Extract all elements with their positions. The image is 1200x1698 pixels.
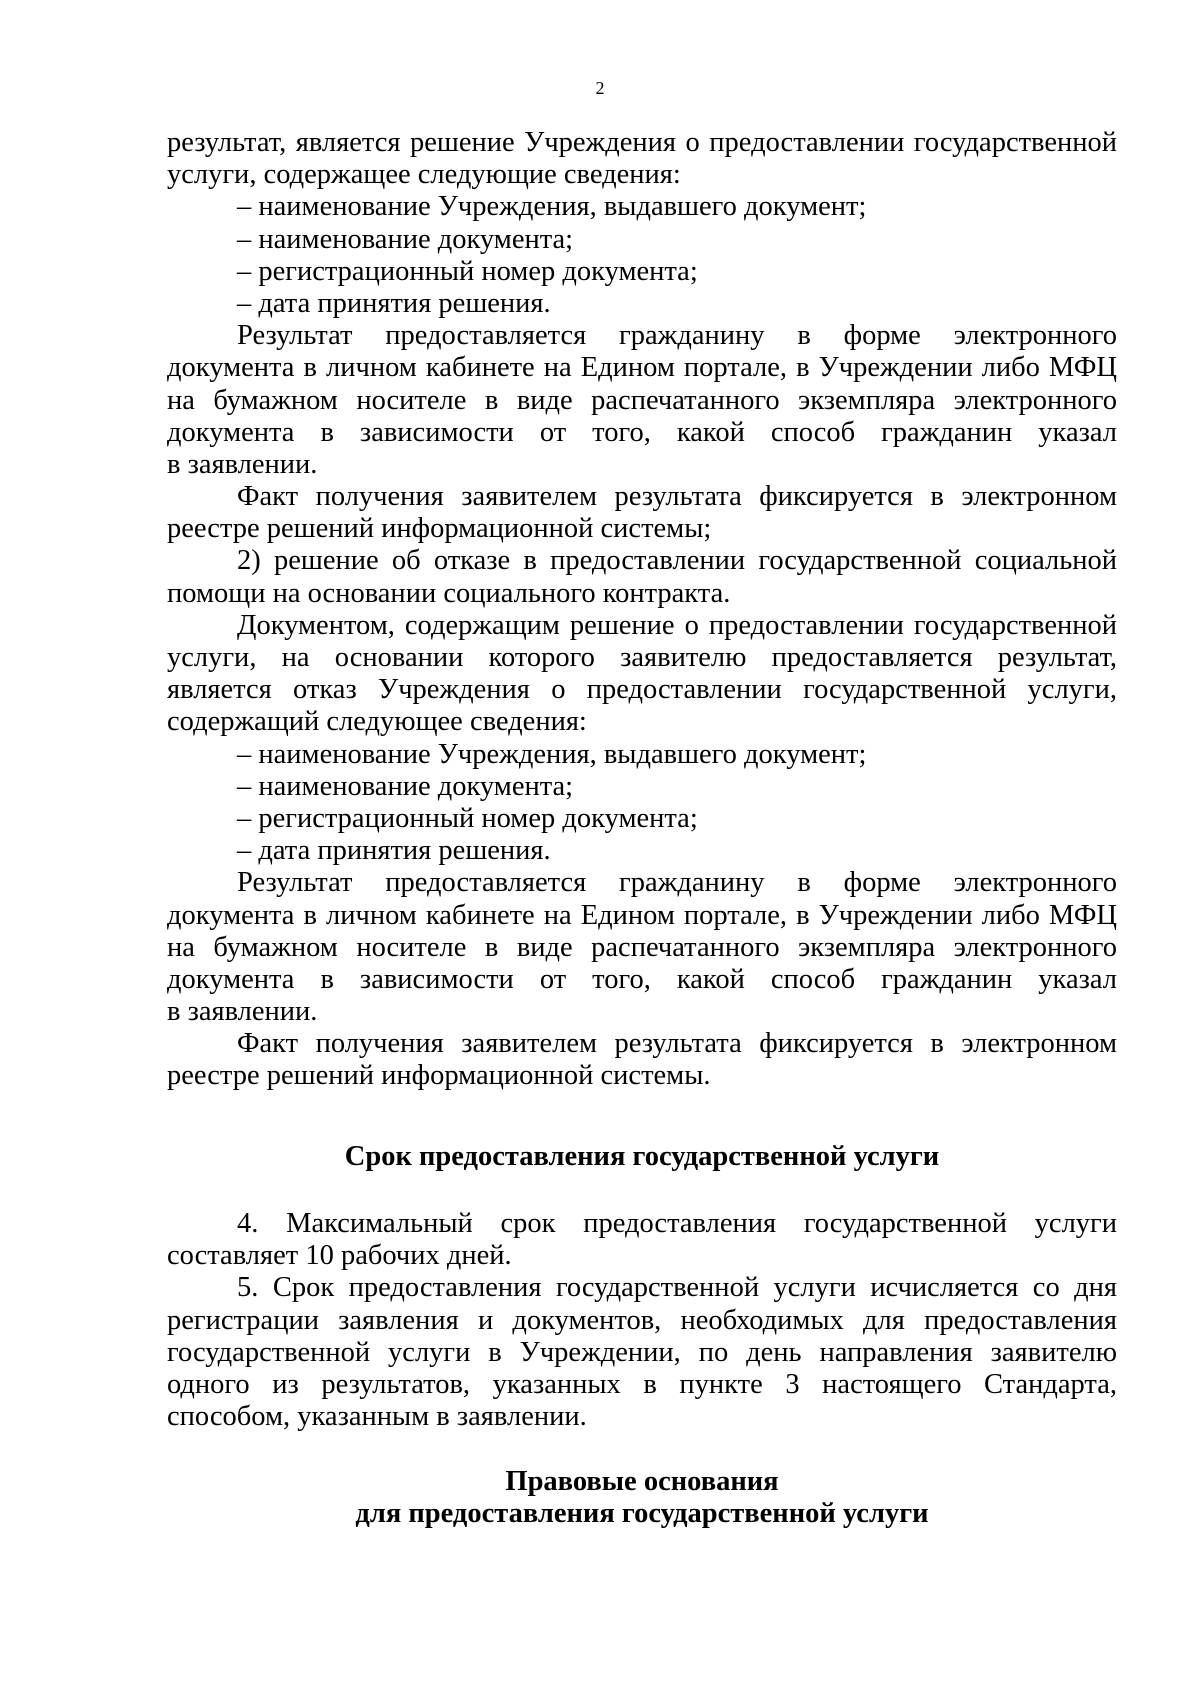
text-line: – регистрационный номер документа; [237,255,698,287]
body-text-block-2 [167,1208,1117,1433]
text-line: 2) решение об отказе в предоставлении государственной социальной [237,545,1117,577]
text-line: – регистрационный номер документа; [237,802,698,834]
text-line: реестре решений информационной системы. [167,1060,711,1092]
text-line: одного из результатов, указанных в пункте 3 настоящего Стандарта, [167,1368,1117,1400]
text-line: реестре решений информационной системы; [167,513,712,545]
text-line: – наименование Учреждения, выдавшего документ; [237,191,867,223]
text-line: – дата принятия решения. [237,835,551,867]
text-line: Факт получения заявителем результата фиксируется в электронном [237,481,1117,513]
text-line: документа в личном кабинете на Едином портале, в Учреждении либо МФЦ [167,352,1117,384]
text-line: результат, является решение Учреждения о предоставлении государственной [167,127,1117,158]
body-text-block-1 [167,127,1117,1093]
text-line: в заявлении. [167,996,318,1028]
text-line: Документом, содержащим решение о предоставлении государственной [237,609,1117,641]
text-line: документа в зависимости от того, какой способ гражданин указал [167,963,1117,995]
text-line: услуги, содержащее следующие сведения: [167,159,681,191]
text-line: Результат предоставляется гражданину в форме электронного [237,320,1117,352]
text-line: документа в личном кабинете на Едином портале, в Учреждении либо МФЦ [167,899,1117,931]
text-line: документа в зависимости от того, какой способ гражданин указал [167,416,1117,448]
text-line: 5. Срок предоставления государственной услуги исчисляется со дня [237,1272,1117,1304]
text-line: является отказ Учреждения о предоставлении государственной услуги, [167,674,1117,706]
text-line: государственной услуги в Учреждении, по день направления заявителю [167,1336,1117,1368]
text-line: способом, указанным в заявлении. [167,1401,587,1433]
page-number: 2 [595,78,605,98]
text-line: помощи на основании социального контракта. [167,577,731,609]
text-line: регистрации заявления и документов, необходимых для предоставления [167,1304,1117,1336]
heading-line: Правовые основания [505,1466,779,1497]
section-heading-term: Срок предоставления государственной услуги [344,1141,940,1172]
text-line: – наименование Учреждения, выдавшего документ; [237,738,867,770]
text-line: 4. Максимальный срок предоставления государственной услуги [237,1208,1117,1239]
text-line: услуги, на основании которого заявителю предоставляется результат, [167,642,1117,673]
text-line: содержащий следующее сведения: [167,706,587,738]
section-heading-legal-basis [167,1466,1117,1530]
text-line: – наименование документа; [237,770,574,802]
text-line: в заявлении. [167,448,318,480]
text-line: Результат предоставляется гражданину в форме электронного [237,867,1117,899]
text-line: составляет 10 рабочих дней. [167,1240,512,1272]
text-line: – дата принятия решения. [237,287,551,319]
text-line: на бумажном носителе в виде распечатанного экземпляра электронного [167,931,1117,963]
heading-line: для предоставления государственной услуги [355,1498,929,1529]
text-line: – наименование документа; [237,223,574,255]
text-line: Факт получения заявителем результата фиксируется в электронном [237,1028,1117,1060]
text-line: на бумажном носителе в виде распечатанного экземпляра электронного [167,384,1117,416]
